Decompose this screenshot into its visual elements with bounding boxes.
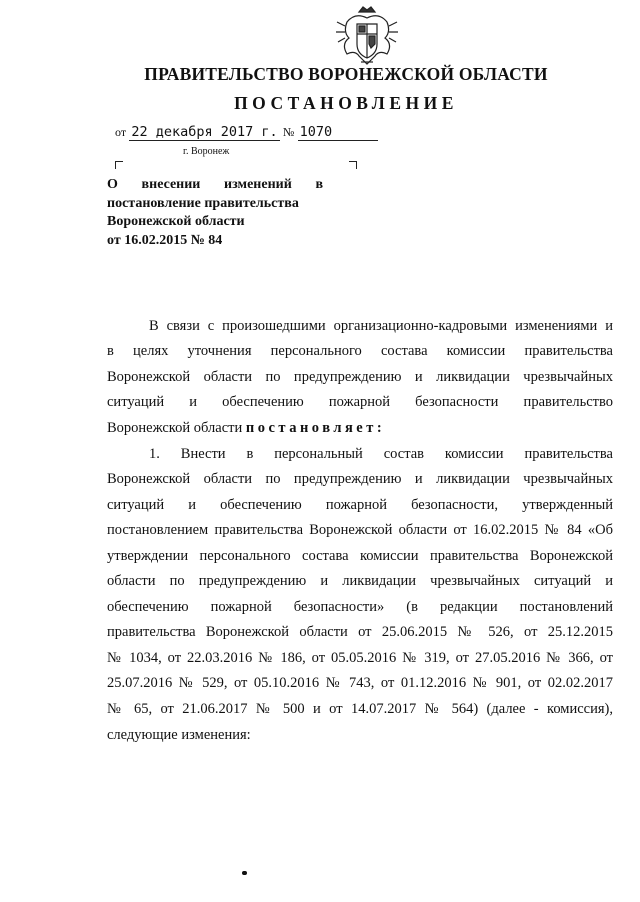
number-prefix-label: № bbox=[282, 125, 295, 139]
document-date: 22 декабря 2017 г. bbox=[131, 124, 278, 140]
resolves-keyword: постановляет: bbox=[245, 420, 386, 436]
body-line: области по предупреждению и ликвидации чрезвычайных ситуаций и bbox=[107, 573, 613, 589]
document-number: 1070 bbox=[298, 124, 378, 141]
body-line: 1. Внести в персональный состав комиссии правительства bbox=[149, 446, 613, 462]
body-line: обеспечению пожарной безопасности» (в редакции постановлений bbox=[107, 599, 613, 615]
body-line: правительства Воронежской области от 25.06.2015 № 526, от 25.12.2015 bbox=[107, 624, 613, 640]
body-line: В связи с произошедшими организационно-кадровыми изменениями и bbox=[149, 318, 613, 334]
scan-artifact-dot bbox=[242, 871, 247, 875]
subject-line: О внесении изменений в bbox=[107, 177, 323, 192]
body-line: ситуаций и обеспечению пожарной безопасности правительство bbox=[107, 394, 613, 410]
body-line: Воронежской области по предупреждению и ликвидации чрезвычайных bbox=[107, 369, 613, 385]
body-line: в целях уточнения персонального состава комиссии правительства bbox=[107, 343, 613, 359]
body-line: 25.07.2016 № 529, от 05.10.2016 № 743, от 01.12.2016 № 901, от 02.02.2017 bbox=[107, 675, 613, 691]
coat-of-arms-icon bbox=[335, 4, 399, 70]
dateline bbox=[115, 124, 378, 144]
body-line: утверждении персонального состава комиссии правительства Воронежской bbox=[107, 548, 613, 564]
body-line: следующие изменения: bbox=[107, 727, 251, 743]
body-line: № 65, от 21.06.2017 № 500 и от 14.07.2017 № 564) (далее - комиссия), bbox=[107, 701, 613, 717]
date-prefix-label: от bbox=[115, 125, 127, 139]
body-line: постановлением правительства Воронежской области от 16.02.2015 № 84 «Об bbox=[107, 522, 613, 538]
subject-line: Воронежской области bbox=[107, 214, 245, 229]
subject-line: постановление правительства bbox=[107, 195, 299, 211]
document-type-title: ПОСТАНОВЛЕНИЕ bbox=[234, 93, 458, 113]
body-line: ситуаций и обеспечению пожарной безопасности, утвержденный bbox=[107, 497, 613, 513]
body-line-text: Воронежской области bbox=[107, 420, 243, 436]
subject-line: от 16.02.2015 № 84 bbox=[107, 232, 223, 248]
body-line bbox=[107, 420, 613, 437]
title-bracket-right bbox=[349, 161, 357, 169]
body-line: Воронежской области по предупреждению и ликвидации чрезвычайных bbox=[107, 471, 613, 487]
body-line: № 1034, от 22.03.2016 № 186, от 05.05.2016 № 319, от 27.05.2016 № 366, от bbox=[107, 650, 613, 666]
city-label: г. Воронеж bbox=[183, 146, 230, 157]
document-subject bbox=[107, 176, 323, 250]
government-title: ПРАВИТЕЛЬСТВО ВОРОНЕЖСКОЙ ОБЛАСТИ bbox=[144, 64, 548, 84]
title-bracket-left bbox=[115, 161, 123, 169]
